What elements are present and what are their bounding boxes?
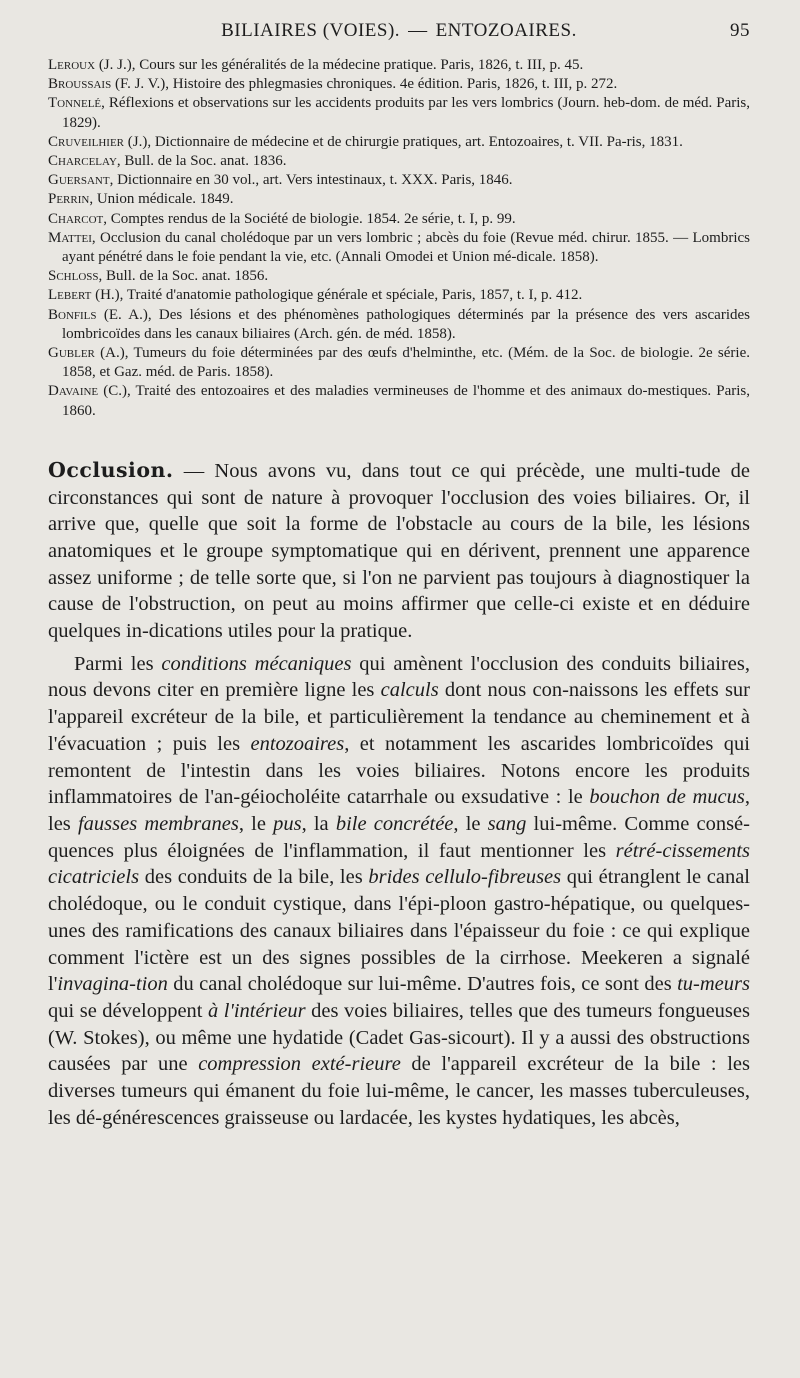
ref-author: Leroux [48, 57, 96, 73]
ref-text: , Comptes rendus de la Société de biologie. 1854. 2e série, t. I, p. 99. [103, 210, 516, 227]
ref-text: (J.), Dictionnaire de médecine et de chirurgie pratiques, art. Entozoaires, t. VII. Pa-ris, 1831. [124, 133, 683, 150]
bibliography-entry [48, 94, 750, 132]
header-title-right: ENTOZOAIRES. [435, 20, 577, 41]
italic-term: entozoaires [250, 732, 345, 755]
text-run: du canal cholédoque sur lui-même. D'autres fois, ce sont des [167, 973, 678, 996]
bibliography-entry [48, 190, 750, 209]
italic-term: à l'intérieur [208, 999, 306, 1022]
section-heading: Occlusion. [48, 457, 174, 482]
text-run: , et notamment les ascarides lombricoïdes qui remontent de l'intestin dans les voies biliaires. Notons encore les produits inflammatoires de l'an-géiocholéite catarrhale ou exsudative : le [48, 732, 750, 809]
ref-text: (F. J. V.), Histoire des phlegmasies chroniques. 4e édition. Paris, 1826, t. III, p. 272. [111, 76, 618, 93]
italic-term: pus [273, 813, 302, 835]
italic-term: bile concrétée [335, 813, 454, 835]
italic-term: compression exté-rieure [198, 1053, 401, 1076]
ref-author: Mattei [48, 229, 92, 246]
bibliography-entry [48, 210, 750, 229]
ref-text: , Bull. de la Soc. anat. 1836. [116, 153, 287, 170]
ref-text: (J. J.), Cours sur les généralités de la médecine pratique. Paris, 1826, t. III, p. 45. [95, 57, 584, 73]
ref-author: Schloss [48, 268, 99, 285]
italic-term: tu-meurs [677, 973, 750, 996]
running-header [48, 14, 750, 48]
ref-author: Gubler [48, 345, 95, 362]
italic-term: bouchon de mucus [589, 786, 745, 809]
italic-term: calculs [380, 679, 439, 702]
text-run: lui-même. Comme consé-quences plus éloignées de l'inflammation, il faut mentionner les [48, 813, 750, 862]
italic-term: brides cellulo-fibreuses [368, 866, 562, 889]
text-run: qui se développent [48, 999, 209, 1022]
ref-author: Perrin [48, 191, 90, 208]
italic-term: conditions mécaniques [161, 652, 352, 675]
ref-text: , Occlusion du canal cholédoque par un vers lombric ; abcès du foie (Revue méd. chirur. 1855. — Lombrics ayant pénétré dans le foie pendant la vie, etc. (Annali Omodei et Union mé-dicale. 1858). [62, 229, 750, 266]
bibliography-entry [48, 75, 750, 94]
paragraph-text: — Nous avons vu, dans tout ce qui précède, une multi-tude de circonstances qui sont de nature à provoquer l'occlusion des voies biliaires. Or, il arrive que, quelle que soit la forme de l'obstacle au cours de la bile, les lésions anatomiques et le groupe symptomatique qui en dérivent, prennent une apparence assez uniforme ; de telle sorte que, si l'on ne parvient pas toujours à diagnostiquer la cause de l'obstruction, on peut au moins affirmer que celle-ci existe et en déduire quelques in-dications utiles pour la pratique. [48, 459, 750, 643]
italic-term: rétré-cissements cicatriciels [48, 839, 750, 889]
ref-author: Broussais [48, 76, 112, 93]
ref-author: Guersant [48, 172, 110, 189]
bibliography-entry [48, 382, 750, 420]
paragraph-occlusion-intro [48, 457, 750, 645]
text-run: , le [238, 813, 274, 835]
text-run: qui amènent l'occlusion des conduits biliaires, nous devons citer en première ligne les [48, 652, 750, 702]
italic-term: fausses membranes [77, 813, 239, 835]
bibliography-entry [48, 171, 750, 190]
text-run: Parmi les [74, 652, 162, 675]
bibliography-entry [48, 267, 750, 286]
bibliography-entry [48, 56, 750, 75]
text-run: dont nous con-naissons les effets sur l'appareil excréteur de la bile, et particulièrement la tendance au cheminement et à l'évacuation ; puis les [48, 679, 750, 755]
ref-text: (A.), Tumeurs du foie déterminées par des œufs d'helminthe, etc. (Mém. de la Soc. de biologie. 2e série. 1858, et Gaz. méd. de Paris. 1858). [62, 345, 750, 381]
ref-author: Charcelay [48, 153, 117, 170]
text-run: , la [301, 813, 336, 835]
text-run: , le [453, 813, 488, 835]
header-title-left: BILIAIRES (VOIES). [221, 20, 401, 41]
ref-author: Charcot [48, 210, 104, 227]
ref-text: , Dictionnaire en 30 vol., art. Vers intestinaux, t. XXX. Paris, 1846. [109, 172, 513, 189]
ref-author: Bonfils [48, 306, 97, 323]
text-run: , les [48, 786, 750, 835]
bibliography-entry [48, 286, 750, 305]
ref-text: , Bull. de la Soc. anat. 1856. [98, 268, 269, 285]
ref-author: Davaine [48, 383, 99, 400]
bibliography-entry [48, 152, 750, 171]
ref-author: Cruveilhier [48, 133, 124, 150]
text-run: qui étranglent le canal cholédoque, ou le conduit cystique, dans l'épi-ploon gastro-hépatique, ou quelques-unes des ramifications des canaux biliaires dans l'épaisseur du foie : ce qui explique comment l'ictère est un des signes possibles de la cirrhose. Meekeren a signalé l' [48, 866, 750, 996]
ref-author: Lebert [48, 287, 92, 304]
bibliography-entry [48, 133, 750, 152]
ref-text: , Réflexions et observations sur les accidents produits par les vers lombrics (Journ. heb-dom. de méd. Paris, 1829). [62, 95, 750, 131]
header-title-separator: — [408, 20, 428, 41]
ref-text: (H.), Traité d'anatomie pathologique générale et spéciale, Paris, 1857, t. I, p. 412. [91, 287, 583, 304]
ref-text: , Union médicale. 1849. [89, 191, 234, 208]
ref-text: (C.), Traité des entozoaires et des maladies vermineuses de l'homme et des animaux do-mestiques. Paris, 1860. [62, 383, 750, 419]
text-run: des conduits de la bile, les [139, 866, 369, 889]
paragraph-mechanical-causes [48, 651, 750, 1132]
bibliography-entry [48, 306, 750, 344]
italic-term: invagina-tion [57, 973, 168, 996]
bibliography-entry [48, 229, 750, 267]
italic-term: sang [487, 813, 527, 835]
ref-text: (E. A.), Des lésions et des phénomènes pathologiques déterminés par la présence des vers ascarides lombricoïdes dans les canaux biliaires (Arch. gén. de méd. 1858). [62, 306, 750, 342]
text-run: de l'appareil excréteur de la bile : les diverses tumeurs qui émanent du foie lui-même, le cancer, les masses tuberculeuses, les dé-générescences graisseuse ou lardacée, les kystes hydatiques, les abcès, [48, 1053, 750, 1129]
bibliography-entry [48, 344, 750, 382]
ref-author: Tonnelé [48, 95, 102, 112]
text-run: des voies biliaires, telles que des tumeurs fongueuses (W. Stokes), ou même une hydatide (Cadet Gas-sicourt). Il y a aussi des obstructions causées par une [48, 999, 750, 1076]
main-text [48, 457, 750, 1132]
page-number: 95 [730, 20, 750, 41]
bibliography-list [48, 56, 750, 421]
